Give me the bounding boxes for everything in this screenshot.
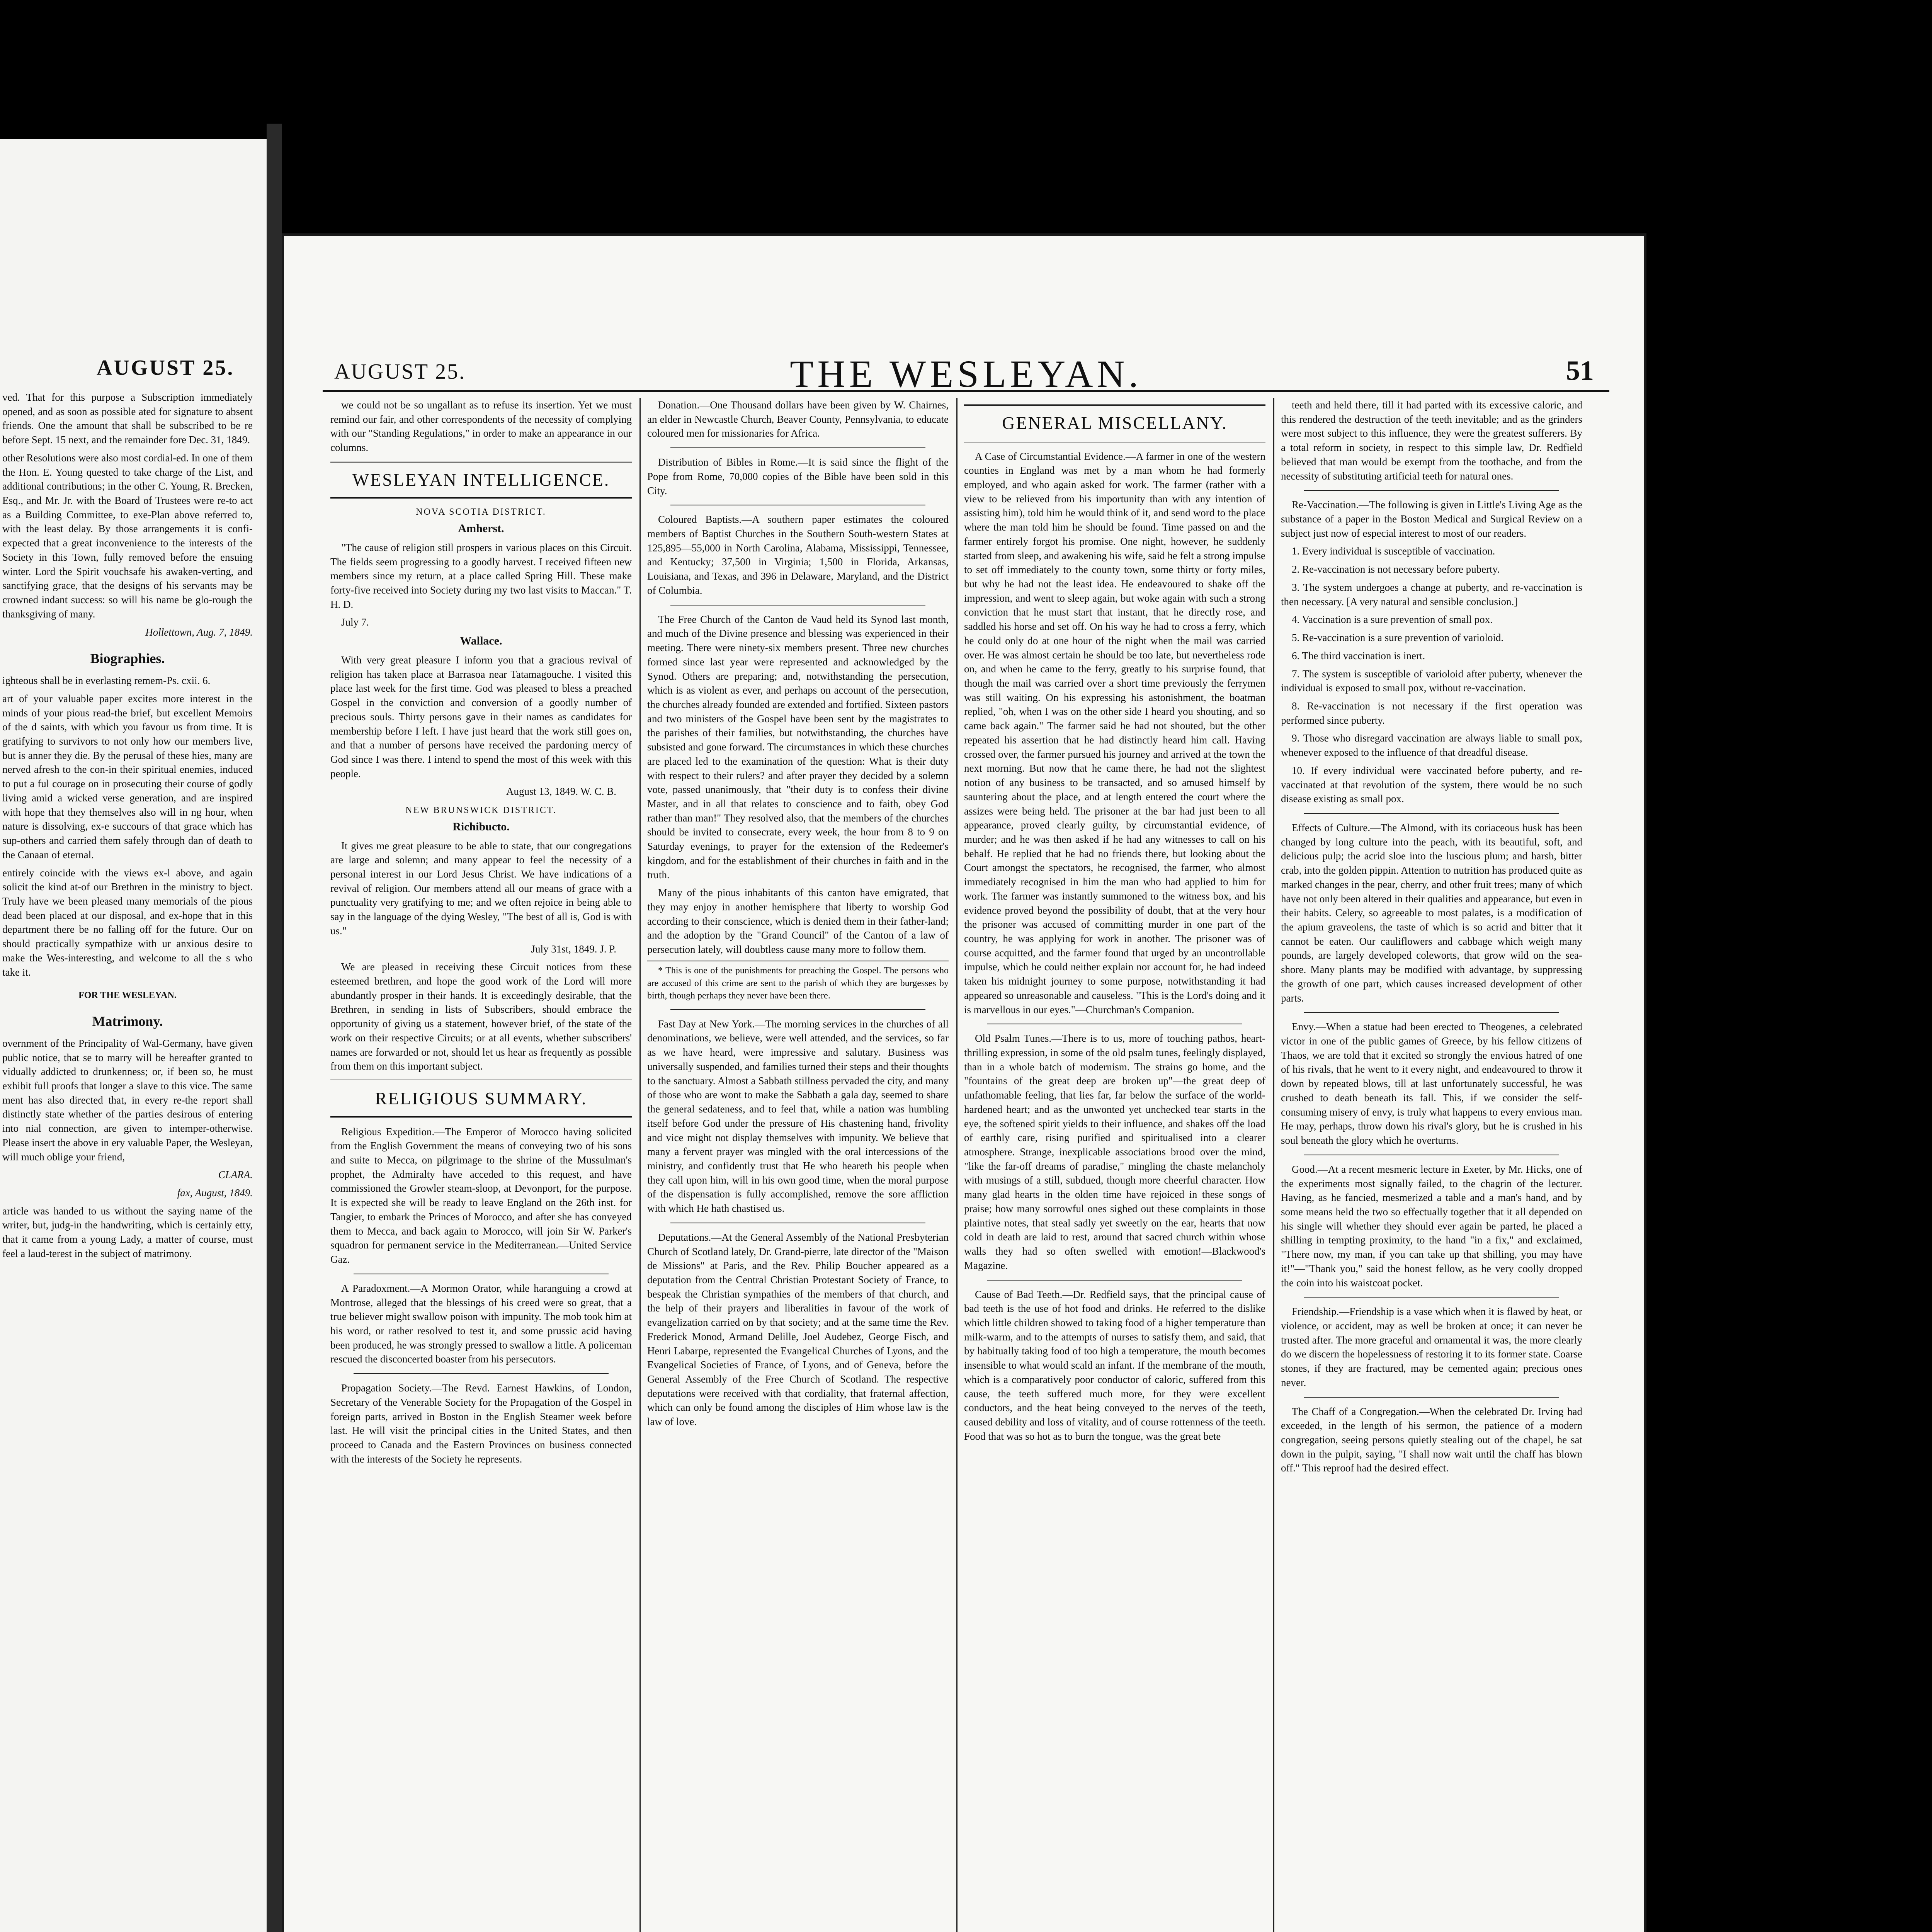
editor-note: We are pleased in receiving these Circuit notices from these esteemed brethren, and hope the good work of the Lord will more abundantly prosper in their hands. It is exceedingly desirable, that the Brethren, in sending in lists of Subscribers, should embrace the opportunity of giving us a statement, however brief, of the state of the work on their respective Circuits; or at all events, whether subscribers' names are forwarded or not, should let us hear as frequently as possible from them on this important subject. xyxy=(330,961,632,1072)
list-item: 1. Every individual is susceptible of vaccination. xyxy=(1292,545,1495,557)
article-text: Donation.—One Thousand dollars have been given by W. Chairnes, an elder in Newcastle Church, Beaver County, Pennsylvania, to educate coloured men for missionaries for Africa. xyxy=(647,399,949,439)
divider xyxy=(1304,1012,1559,1013)
article-text: "The cause of religion still prospers in various places on this Circuit. The fields seem progressing to a goodly harvest. I received fifteen new members since my return, at a place called Spring Hill. These make forty-five received into Society during my two last visits to Maccan." T. H. D. xyxy=(330,541,632,610)
column-3 xyxy=(964,398,1265,1932)
masthead-title: THE WESLEYAN. xyxy=(790,352,1142,395)
column-rule xyxy=(956,398,957,1932)
article-text: Old Psalm Tunes.—There is to us, more of touching pathos, heart-thrilling expression, in some of the old psalm tunes, feelingly displayed, than in a whole batch of modernism. The strains go home, and the "fountains of the great deep are broken up"—the great deep of unfathomable feeling, that lies far, far below the surface of the world-hardened heart; and as the unwonted yet unchecked tear starts in the eye, the softened spirit yields to their influence, and shakes off the load of earthly care, rising purified and spiritualised into a clearer atmosphere. Strange, inexplicable associations brood over the mind, "like the far-off dreams of paradise," mingling the chaste melancholy with musings of a still, subdued, though more cheerful character. How many glad hearts in the olden time have rejoiced in these songs of praise; how many sorrowful ones sighed out these complaints in those plaintive notes, that steal sadly yet sweetly on the ear, hearts that now cold in death are laid to rest, around that sacred church within whose walls they had so often swelled with emotion!—Blackwood's Magazine. xyxy=(964,1032,1265,1271)
article-signature: July 31st, 1849. J. P. xyxy=(531,943,616,955)
article-text: Effects of Culture.—The Almond, with its coriaceous husk has been changed by long culture into the peach, with its beautiful, soft, and delicious pulp; the acrid sloe into the luscious plum; and harsh, bitter crab, into the golden pippin. Attention to nutrition has produced quite as marked changes in the pear, cherry, and other fruit trees; many of which have not only been altered in their qualities and appearance, but even in their habits. Celery, so agreeable to most palates, is a modification of the apium graveolens, the taste of which is so acrid and bitter that it cannot be eaten. Our cauliflowers and cabbage which weigh many pounds, are largely developed coleworts, that grow wild on the sea-shore. Many plants may be modified with advantage, by suppressing the growth of one part, which causes increased development of other parts. xyxy=(1281,821,1582,1004)
article-text: Many of the pious inhabitants of this canton have emigrated, that they may enjoy in another hemisphere that liberty to worship God according to their conscience, which is denied them in their father-land; and the adoption by the "Grand Council" of the Canton of a law of persecution lately, will doubtless cause many more to follow them. xyxy=(647,887,949,956)
article-text: Coloured Baptists.—A southern paper estimates the coloured members of Baptist Churches in the Southern South-western States at 125,895—55,000 in North Carolina, Alabama, Mississippi, Tennessee, and Kentucky; 37,500 in Virginia; 1,500 in Florida, Arkansas, Louisiana, and Texas, and 396 in Delaware, Maryland, and the District of Columbia. xyxy=(647,514,949,596)
prev-signature: fax, August, 1849. xyxy=(177,1187,253,1199)
book-gutter xyxy=(267,124,282,1932)
divider xyxy=(670,1009,925,1010)
prev-paragraph: other Resolutions were also most cordial-ed. In one of them the Hon. E. Young quested to take charge of the List, and additional contributions; in the other C. Young, R. Brecken, Esq., and Mr. Jr. with the Board of Trustees were re-to act as a Building Committee, to exe-Plan above referred to, with the least delay. By those arrangements it is confi-expected that a great inconvenience to the interests of the Society in this Town, fully removed before the ensuing winter. Lord the Spirit vouchsafe his awaken-verting, and sanctifying grace, that the designs of his servants may be crowned indant success: so will his name be glo-rough the thanksgiving of many. xyxy=(2,452,253,620)
list-item: 3. The system undergoes a change at puberty, and re-vaccination is then necessary. [A very natural and sensible conclusion.] xyxy=(1281,581,1582,607)
article-text: The Chaff of a Congregation.—When the celebrated Dr. Irving had exceeded, in the length of his sermon, the patience of a modern congregation, seeing persons quietly stealing out of the chapel, he sat down in the pulpit, saying, "I shall now wait until the chaff has blown off." This reproof had the desired effect. xyxy=(1281,1405,1582,1474)
place-heading: Amherst. xyxy=(458,522,504,535)
column-4 xyxy=(1281,398,1582,1932)
prev-signature: Hollettown, Aug. 7, 1849. xyxy=(145,626,253,638)
section-title: GENERAL MISCELLANY. xyxy=(964,404,1265,442)
prev-paragraph: article was handed to us without the saying name of the writer, but, judg-in the handwriting, which is certainly etty, that it came from a young Lady, a matter of course, must feel a laud-terest in the subject of matrimony. xyxy=(2,1205,253,1259)
list-item: 4. Vaccination is a sure prevention of small pox. xyxy=(1292,614,1493,626)
list-item: 10. If every individual were vaccinated before puberty, and re-vaccinated at that revolution of the system, there would be no such disease existing as small pox. xyxy=(1281,764,1582,805)
list-item: 8. Re-vaccination is not necessary if the first operation was performed since puberty. xyxy=(1281,700,1582,726)
list-item: 7. The system is susceptible of varioloid after puberty, whenever the individual is exposed to small pox, without re-vaccination. xyxy=(1281,668,1582,694)
column-rule xyxy=(1273,398,1274,1932)
list-item: 9. Those who disregard vaccination are always liable to small pox, whenever exposed to the influence of that dreadful disease. xyxy=(1281,732,1582,759)
district-heading: NEW BRUNSWICK DISTRICT. xyxy=(405,805,557,816)
divider xyxy=(670,447,925,448)
masthead xyxy=(323,352,1609,395)
section-title: WESLEYAN INTELLIGENCE. xyxy=(330,461,632,499)
article-text: we could not be so ungallant as to refuse its insertion. Yet we must remind our fair, and other correspondents of the necessity of complying with our "Standing Regulations," in order to make an appearance in our columns. xyxy=(330,399,632,454)
section-title: RELIGIOUS SUMMARY. xyxy=(330,1080,632,1118)
article-text: A Case of Circumstantial Evidence.—A farmer in one of the western counties in England was met by a man whom he had formerly employed, and who again asked for work. The farmer (rather with a view to be relieved from his importunity than with any intention of assisting him), told him he would think of it, and send word to the place where the man told him he should be found. Time passed on and the farmer entirely forgot his promise. One night, however, he suddenly started from sleep, and awakening his wife, said he felt a strong impulse to set off immediately to the county town, some thirty or forty miles, but why he had not the least idea. He endeavoured to shake off the impression, and went to sleep again, but woke again with such a strong conviction that he must start that instant, that he directly rose, and saddled his horse and set off. On his way he had to cross a ferry, which he could only do at one hour of the night when the mail was carried over. He was almost certain he should be too late, but nevertheless rode on, and when he came to the ferry, greatly to his surprise found, that though the mail was carried over a short time previously the ferrymen was still waiting. On his expressing his astonishment, the boatman replied, "oh, when I was on the other side I heard you shouting, and so came back again." The farmer said he had not shouted, but the other repeated his assertion that he had distinctly heard him call. Having crossed over, the farmer pursued his journey and arrived at the town the next morning. But now that he came there, he had not the slightest notion of any business to be transacted, and so amused himself by sauntering about the place, and at length entered the court where the assizes were being held. The prisoner at the bar had just been to all appearance, proved clearly guilty, by circumstantial evidence, of murder; and he was then asked if he had any witnesses to call on his behalf. He replied that he had no friends there, but looking about the Court amongst the spectators, he recognised, the farmer, who almost immediately recognised in him the man who had applied to him for work. The farmer was instantly summoned to the witness box, and his evidence proved beyond the possibility of doubt, that at the very hour the prisoner was accused of committing murder in one part of the country, he was applying for work in another. The prisoner was of course acquitted, and the farmer found that urged by an uncontrollable impulse, which he could neither explain nor account for, he had indeed taken his midnight journey to some purpose, notwithstanding it had appeared so unreasonable and causeless. "This is the Lord's doing and it is marvellous in our eyes."—Churchman's Companion. xyxy=(964,450,1265,1015)
article-text: Propagation Society.—The Revd. Earnest Hawkins, of London, Secretary of the Venerable Society for the Propagation of the Gospel in foreign parts, arrived in Boston in the English Steamer week before last. He will visit the principal cities in the United States, and then proceed to Canada and the Eastern Provinces on business connected with the interests of the Society he represents. xyxy=(330,1382,632,1465)
divider xyxy=(1304,1397,1559,1398)
article-text: Envy.—When a statue had been erected to Theogenes, a celebrated victor in one of the public games of Greece, by his fellow citizens of Thaos, we are told that it excited so strongly the envious hatred of one of his rivals, that he went to it every night, and endeavoured to throw it down by repeated blows, till at last unfortunately successful, he was crushed to death beneath its fall. This, if we consider the self-consuming misery of envy, is truly what happens to every envious man. He may, perhaps, throw down his rival's glory, but he is crushed in his soul beneath the glory which he overturns. xyxy=(1281,1021,1582,1146)
article-text: A Paradoxment.—A Mormon Orator, while haranguing a crowd at Montrose, alleged that the blessings of his creed were so great, that a true believer might swallow poison with impunity. The mob took him at his word, or rather resolved to test it, and some prussic acid having been produced, he was strongly pressed to swallow a little. A policeman rescued the disconcerted boaster from his persecutors. xyxy=(330,1282,632,1365)
article-signature: August 13, 1849. W. C. B. xyxy=(506,786,616,798)
article-text: teeth and held there, till it had parted with its excessive caloric, and this rendered the destruction of the teeth inevitable; and as the grinders were most subject to this influence, they were the greatest sufferers. By a total reform in society, in respect to this simple law, Dr. Redfield believed that man would be exempt from the toothache, and from the necessity of substituting artificial teeth for natural ones. xyxy=(1281,399,1582,482)
article-text: It gives me great pleasure to be able to state, that our congregations are large and solemn; and many appear to feel the necessity of a personal interest in our Lord Jesus Christ. We have indications of a revival of religion. Our members attend all our means of grace with a punctuality very gratifying to me; and we often rejoice in being able to say in the language of the dying Wesley, "The best of all is, God is with us." xyxy=(330,840,632,937)
list-item: 2. Re-vaccination is not necessary before puberty. xyxy=(1292,563,1500,575)
place-heading: Wallace. xyxy=(460,634,502,648)
prev-paragraph: overnment of the Principality of Wal-Germany, have given public notice, that se to marry will be hereafter granted to vidually addicted to drunkenness; or, if been so, he must exhibit full proofs that longer a slave to this vice. The same ment has also directed that, in every re-the report shall distinctly state whether of the parties desirous of entering into nial connection, are given to intemper-otherwise. Please insert the above in ery valuable Paper, the Wesleyan, will much oblige your friend, xyxy=(2,1037,253,1163)
article-text: Religious Expedition.—The Emperor of Morocco having solicited from the English Government the means of conveying two of his sons and suite to Mecca, on pilgrimage to the shrine of the Mussulman's prophet, the Admiralty have acceded to this request, and have commissioned the Growler steam-sloop, at Devonport, for the purpose. It is expected she will be ready to leave England on the 26th inst. for Tangier, to embark the Princes of Morocco, and after she has conveyed them to Mecca, and back again to Morocco, will join Sir W. Parker's squadron for permanent service in the Mediterranean.—United Service Gaz. xyxy=(330,1126,632,1265)
prev-paragraph: entirely coincide with the views ex-l above, and again solicit the kind at-of our Brethren in the ministry to bject. Truly have we been pleased many memorials of the pious dead been placed at our disposal, and ex-hope that in this department there be no falling off for the future. Our on should practically sympathize with ur anxious desire to make the Wes-interesting, and welcome to all the s who take it. xyxy=(2,867,253,978)
article-date: July 7. xyxy=(341,616,369,628)
prev-heading: Matrimony. xyxy=(92,1013,163,1029)
page-number: 51 xyxy=(1566,355,1594,386)
prev-paragraph: ighteous shall be in everlasting remem-Ps. cxii. 6. xyxy=(2,675,211,687)
newspaper-page xyxy=(284,236,1644,1932)
prev-paragraph: ved. That for this purpose a Subscription immediately opened, and as soon as possible ated for signature to absent friends. One the amount that shall be subscribed to be re before Sept. 15 next, and the remainder fore Dec. 31, 1849. xyxy=(2,391,253,446)
article-text: The Free Church of the Canton de Vaud held its Synod last month, and much of the Divine presence and blessing was experienced in their meeting. There were ninety-six members present. Three new churches formed since last year were represented and acknowledged by the Synod. Others are preparing; and, notwithstanding the persecution, which is as violent as ever, and perhaps on account of the persecution, the churches already founded are extended and fortified. Sixteen pastors and two ministers of the Gospel have been sent by the magistrates to the parishes of their families, but notwithstanding, the churches have subsisted and gone forward. The circumstances in which these churches are placed led to the examination of the question: What is their duty with respect to their rulers? and after prayer they decided by a solemn vote, passed unanimously, that "their duty is to confess their divine Master, and in all that relates to conscience and to faith, obey God rather than man!" They resolved also, that the members of the churches should be invited to consecrate, every week, the hour from 8 to 9 on Saturday evenings, to prayer for the extension of the Redeemer's kingdom, and for the establishment of their churches in faith and in the truth. xyxy=(647,613,949,881)
district-heading: NOVA SCOTIA DISTRICT. xyxy=(416,507,546,517)
prev-signature: CLARA. xyxy=(218,1169,253,1181)
prev-for-wesleyan: FOR THE WESLEYAN. xyxy=(78,990,177,1001)
divider xyxy=(1304,490,1559,491)
column-2 xyxy=(647,398,949,1932)
footnote: * This is one of the punishments for preaching the Gospel. The persons who are accused of this crime are sent to the parish of which they are burgesses by birth, though perhaps they never have been there. xyxy=(647,961,949,1002)
masthead-date: AUGUST 25. xyxy=(334,360,466,384)
divider xyxy=(1304,1297,1559,1298)
article-text: Friendship.—Friendship is a vase which when it is flawed by heat, or violence, or accident, may as well be broken at once; it can never be trusted after. The more graceful and ornamental it was, the more clearly do we discern the hopelessness of restoring it to its former state. Coarse stones, if they are fractured, may be cemented again; precious ones never. xyxy=(1281,1306,1582,1388)
article-text: Distribution of Bibles in Rome.—It is said since the flight of the Pope from Rome, 70,000 copies of the Bible have been sold in this City. xyxy=(647,456,949,497)
previous-page-date: AUGUST 25. xyxy=(97,356,235,380)
prev-heading: Biographies. xyxy=(90,651,165,667)
article-text: Cause of Bad Teeth.—Dr. Redfield says, that the principal cause of bad teeth is the use of hot food and drinks. He referred to the dislike which little children showed to taking food of a higher temperature than milk-warm, and to the attempts of nurses to satisfy them, and said, that by habitually taking food of too high a temperature, the mouth becomes insensible to what would scald an infant. If the membrane of the mouth, which is a comparatively poor conductor of caloric, suffered from this cause, the teeth suffered much more, for they were excellent conductors, and the heat being conveyed to the nerves of the teeth, caused debility and loss of vitality, and of course rottenness of the teeth. Food that was so hot as to burn the tongue, was the great bete xyxy=(964,1288,1265,1442)
article-text: Fast Day at New York.—The morning services in the churches of all denominations, we believe, were well attended, and the services, so far as we have heard, were impressive and salutary. Business was universally suspended, and families turned their steps and their thoughts to the sanctuary. Almost a Sabbath stillness pervaded the city, and many of those who are wont to make the Sabbath a gala day, seemed to share the general sedateness, and to feel that, while a nation was humbling itself before God under the pressure of His chastening hand, frivolity and vice might not display themselves with impunity. We believe that many a fervent prayer was mingled with the oral intercessions of the ministry, and confidently trust that He who heareth his people when they call upon him, will in his own good time, when the moral purpose of the dispensation is fully accomplished, remove the sore affliction with which He hath chastised us. xyxy=(647,1018,949,1214)
previous-page-column xyxy=(0,390,255,1265)
article-text: Re-Vaccination.—The following is given in Little's Living Age as the substance of a paper in the Boston Medical and Surgical Review on a subject just now of especial interest to most of our readers. xyxy=(1281,499,1582,539)
place-heading: Richibucto. xyxy=(452,820,510,833)
article-text: Good.—At a recent mesmeric lecture in Exeter, by Mr. Hicks, one of the experiments most signally failed, to the chagrin of the lecturer. Having, as he fancied, mesmerized a table and a man's hand, and by some means held the two so effectually together that it all depended on his single will whether they should ever again be parted, he placed a shilling in tempting proximity, to the hand "in a fix," and exclaimed, "There now, my man, if you can take up that shilling, you may have it!"—"Thank you," said the honest fellow, as he very coolly dropped the coin into his waistcoat pocket. xyxy=(1281,1163,1582,1289)
list-item: 6. The third vaccination is inert. xyxy=(1292,650,1425,662)
list-item: 5. Re-vaccination is a sure prevention of varioloid. xyxy=(1292,632,1504,644)
article-text: Deputations.—At the General Assembly of the National Presbyterian Church of Scotland lately, Dr. Grand-pierre, late director of the "Maison de Missions" at Paris, and the Rev. Philip Boucher appeared as a deputation from the Central Christian Protestant Society of France, to bespeak the Christian sympathies of the members of that church, and the help of their prayers and liberalities in favour of the work of evangelization carried on by that society; and at the same time the Rev. Frederick Monod, Armand Delille, Joel Audebez, George Fisch, and Henri Labarpe, represented the Evangelical Churches of Lyons, and the Evangelical Societies of France, of Lyons, and of Geneva, before the General Assembly of the Free Church of Scotland. The respective deputations were received with that cordiality, that fraternal affection, which can only be found among the disciples of Him whose law is the law of love. xyxy=(647,1231,949,1428)
column-rule xyxy=(639,398,641,1932)
prev-paragraph: art of your valuable paper excites more interest in the minds of your pious read-the brief, but excellent Memoirs of the d saints, with which you favour us from time. It is gratifying to survivors to not only how our members live, but is anner they die. By the perusal of these hies, many are nerved afresh to the con-in their spiritual enemies, induced to put a ful courage on in prosecuting their course of godly living amid a wicked verse generation, and are inspired with hope that they themselves also will in ng hour, when nature is dissolving, ex-e succours of that grace which has sup-others and carried them safely through dan of death to the Canaan of eternal. xyxy=(2,692,253,861)
previous-page-fragment xyxy=(0,139,269,1932)
divider xyxy=(1304,813,1559,814)
divider xyxy=(987,1280,1242,1281)
divider xyxy=(354,1373,609,1374)
column-1 xyxy=(330,398,632,1932)
article-text: With very great pleasure I inform you that a gracious revival of religion has taken place at Barrasoa near Tatamagouche. I visited this place last week for the first time. God was pleased to bless a preached Gospel in the conviction and conversion of a goodly number of precious souls. Thirty persons gave in their names as candidates for membership before I left. I have just heard that the work still goes on, and that a number of persons have received the pardoning mercy of God since I was there. I intend to spend the most of this week with this people. xyxy=(330,654,632,779)
